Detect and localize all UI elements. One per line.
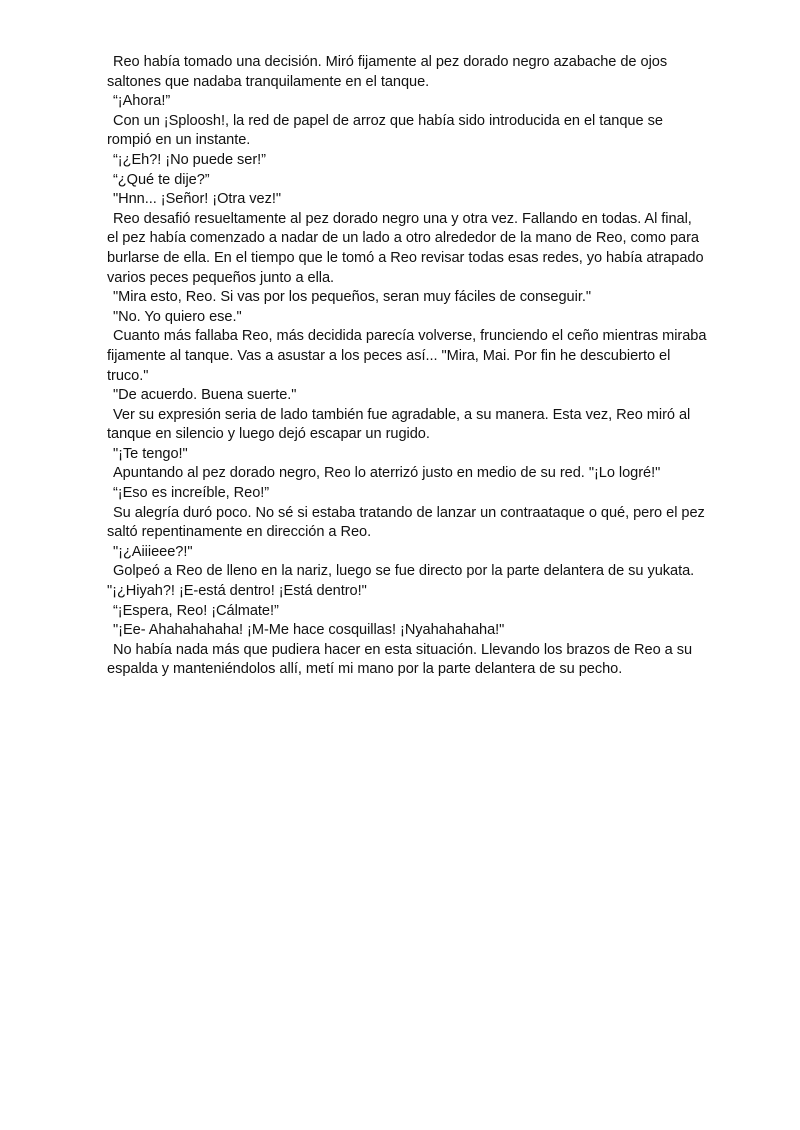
paragraph: “¡Ahora!” xyxy=(113,93,171,110)
paragraph: "No. Yo quiero ese." xyxy=(113,308,242,325)
paragraph: Apuntando al pez dorado negro, Reo lo aterrizó justo en medio de su red. "¡Lo logré!" xyxy=(113,465,661,482)
paragraph: Golpeó a Reo de lleno en la nariz, luego se fue directo por la parte delantera de su yukata. "¡¿Hiyah?! ¡E-está dentro! ¡Está dentro!" xyxy=(107,563,695,600)
paragraph: "De acuerdo. Buena suerte." xyxy=(113,387,297,404)
body-text xyxy=(107,53,707,680)
paragraph: “¡Eso es increíble, Reo!” xyxy=(113,485,270,502)
paragraph: “¿Qué te dije?” xyxy=(113,171,210,188)
paragraph: Reo desafió resueltamente al pez dorado negro una y otra vez. Fallando en todas. Al final, el pez había comenzado a nadar de un lado a otro alrededor de la mano de Reo, como para burlarse de ella. En el tiempo que le tomó a Reo revisar todas esas redes, yo había atrapado varios peces pequeños junto a ella. xyxy=(107,210,704,286)
paragraph: "Hnn... ¡Señor! ¡Otra vez!" xyxy=(113,191,281,208)
paragraph: Reo había tomado una decisión. Miró fijamente al pez dorado negro azabache de ojos saltones que nadaba tranquilamente en el tanque. xyxy=(107,54,668,90)
paragraph: “¡¿Eh?! ¡No puede ser!” xyxy=(113,151,266,168)
paragraph: "¡¿Aiiieee?!" xyxy=(113,543,193,560)
paragraph: “¡Espera, Reo! ¡Cálmate!” xyxy=(113,602,279,619)
paragraph: "¡Ee- Ahahahahaha! ¡M-Me hace cosquillas! ¡Nyahahahaha!" xyxy=(113,622,505,639)
paragraph: No había nada más que pudiera hacer en esta situación. Llevando los brazos de Reo a su espalda y manteniéndolos allí, metí mi mano por la parte delantera de su pecho. xyxy=(107,641,693,678)
paragraph: Con un ¡Splooshǃ, la red de papel de arroz que había sido introducida en el tanque se rompió en un instante. xyxy=(107,112,663,149)
paragraph: "¡Te tengo!" xyxy=(113,445,188,462)
paragraph: Su alegría duró poco. No sé si estaba tratando de lanzar un contraataque o qué, pero el pez saltó repentinamente en dirección a Reo. xyxy=(107,504,705,541)
paragraph: Ver su expresión seria de lado también fue agradable, a su manera. Esta vez, Reo miró al tanque en silencio y luego dejó escapar un rugido. xyxy=(107,406,691,443)
paragraph: "Mira esto, Reo. Si vas por los pequeños, seran muy fáciles de conseguir." xyxy=(113,289,591,306)
paragraph: Cuanto más fallaba Reo, más decidida parecía volverse, frunciendo el ceño mientras miraba fijamente al tanque. Vas a asustar a los peces así... "Mira, Mai. Por fin he descubierto el truco." xyxy=(107,328,707,384)
